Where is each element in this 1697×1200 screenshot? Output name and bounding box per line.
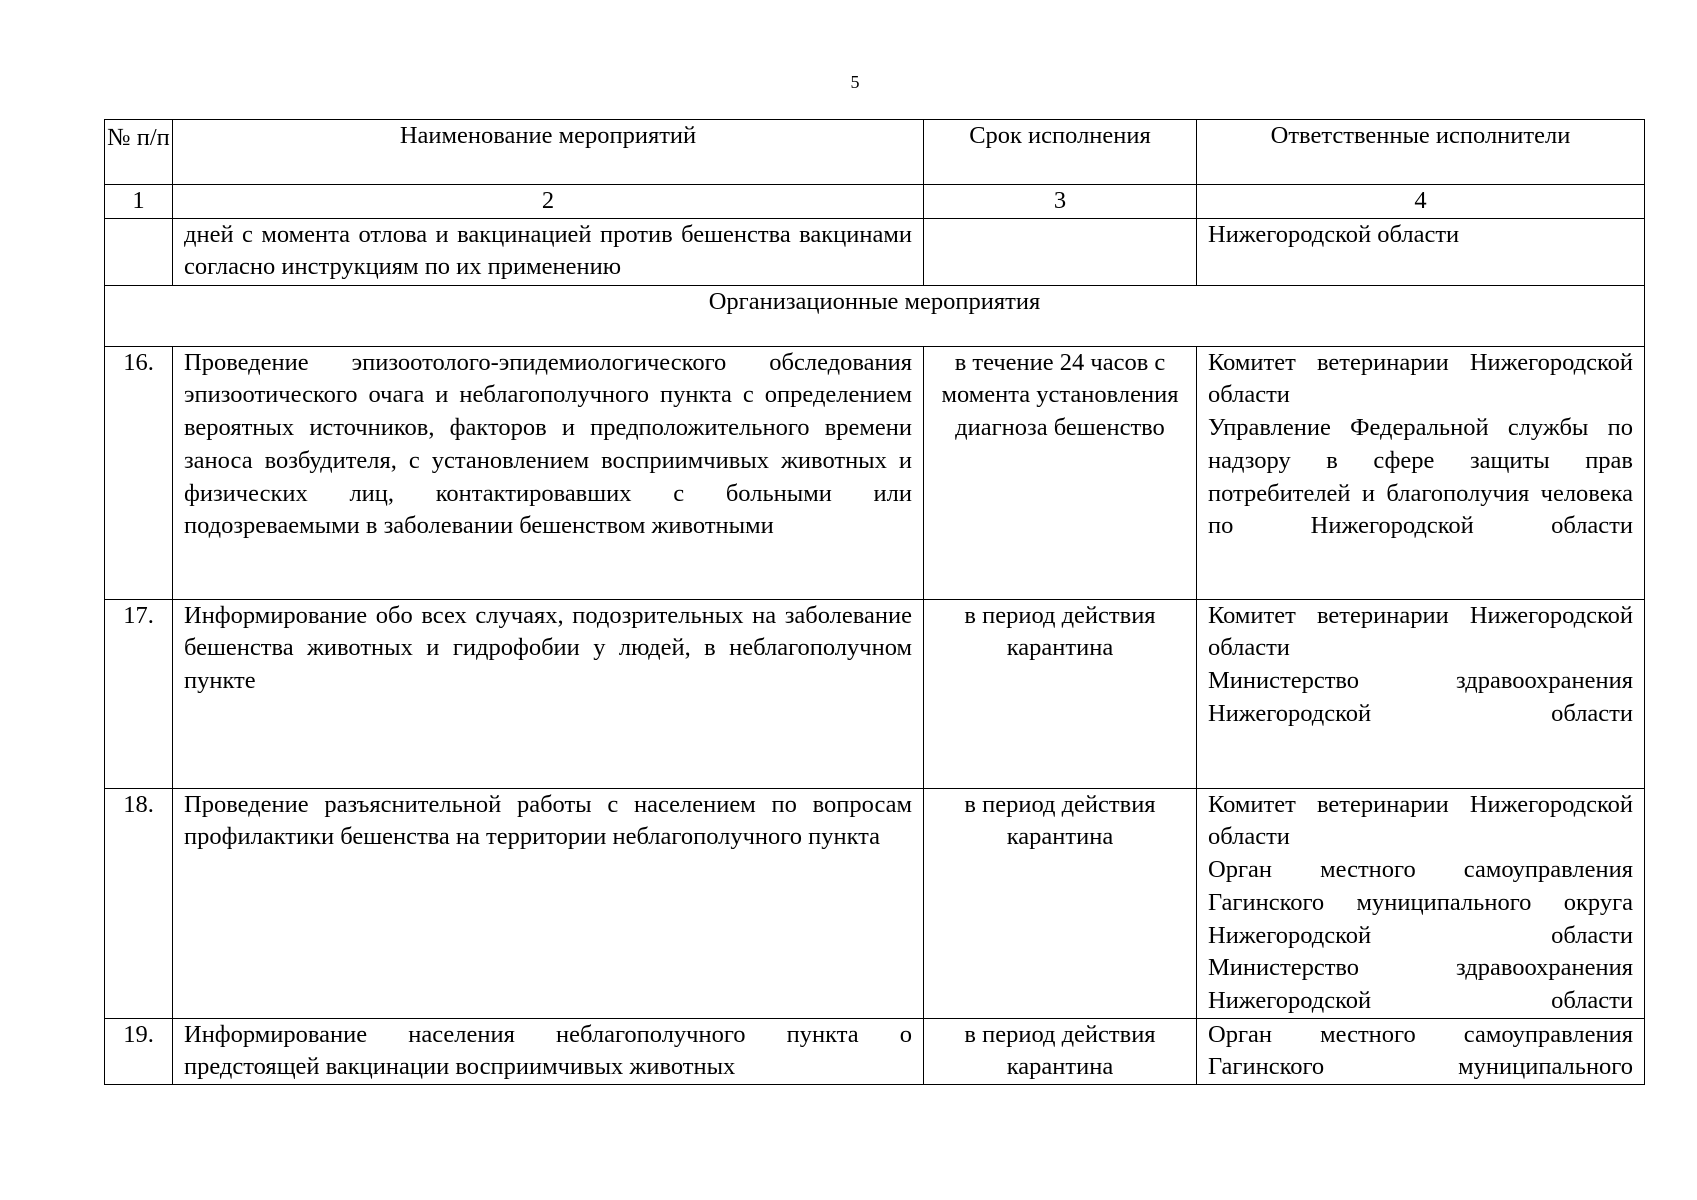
table-row (105, 599, 1645, 788)
row-number: 16. (105, 346, 173, 599)
responsible-entry: Министерство здравоохранения Нижегородской области (1208, 954, 1633, 1014)
responsible-entry: Орган местного самоуправления Гагинского муниципального (1208, 1020, 1633, 1081)
table-row (105, 1018, 1645, 1084)
header-responsible: Ответственные исполнители (1197, 120, 1645, 185)
measure-term: в период действия карантина (924, 788, 1197, 1018)
table-row-continuation (105, 218, 1645, 285)
measure-name: дней с момента отлова и вакцинацией против бешенства вакцинами согласно инструкциям по их применению (173, 218, 924, 285)
measure-responsible (1197, 788, 1645, 1018)
row-number: 17. (105, 599, 173, 788)
section-title: Организационные мероприятия (105, 285, 1645, 346)
measures-table (104, 119, 1645, 1085)
measure-name: Проведение разъяснительной работы с населением по вопросам профилактики бешенства на территории неблагополучного пункта (173, 788, 924, 1018)
responsible-entry: Комитет ветеринарии Нижегородской области (1208, 790, 1633, 851)
row-number: 18. (105, 788, 173, 1018)
measure-responsible: Нижегородской области (1197, 218, 1645, 285)
responsible-entry: Орган местного самоуправления Гагинского муниципального округа Нижегородской области (1208, 856, 1633, 949)
column-index: 2 (173, 185, 924, 219)
measure-responsible (1197, 346, 1645, 599)
column-index: 1 (105, 185, 173, 219)
column-index: 4 (1197, 185, 1645, 219)
measure-name: Информирование обо всех случаях, подозрительных на заболевание бешенства животных и гидрофобии у людей, в неблагополучном пункте (173, 599, 924, 788)
responsible-entry: Министерство здравоохранения Нижегородской области (1208, 667, 1633, 727)
responsible-entry: Комитет ветеринарии Нижегородской области (1208, 601, 1633, 662)
measure-term: в период действия карантина (924, 1018, 1197, 1084)
header-term: Срок исполнения (924, 120, 1197, 185)
column-index-row (105, 185, 1645, 219)
measure-responsible (1197, 599, 1645, 788)
measure-term (924, 218, 1197, 285)
measure-term: в течение 24 часов с момента установления диагноза бешенство (924, 346, 1197, 599)
measure-term: в период действия карантина (924, 599, 1197, 788)
measure-name: Проведение эпизоотолого-эпидемиологического обследования эпизоотического очага и неблагополучного пункта с определением вероятных источников, факторов и предположительного времени заноса возбудителя, с установлением восприимчивых животных и физических лиц, контактировавших с больными или подозреваемыми в заболевании бешенством животными (173, 346, 924, 599)
measure-name: Информирование населения неблагополучного пункта о предстоящей вакцинации восприимчивых животных (173, 1018, 924, 1084)
table-row (105, 788, 1645, 1018)
row-number (105, 218, 173, 285)
table-header-row (105, 120, 1645, 185)
measure-responsible (1197, 1018, 1645, 1084)
row-number: 19. (105, 1018, 173, 1084)
responsible-entry: Комитет ветеринарии Нижегородской области (1208, 348, 1633, 409)
header-name: Наименование мероприятий (173, 120, 924, 185)
header-number: № п/п (105, 120, 173, 185)
responsible-entry: Управление Федеральной службы по надзору в сфере защиты прав потребителей и благополучия человека по Нижегородской области (1208, 414, 1633, 540)
page-number: 5 (850, 72, 860, 92)
table-row (105, 346, 1645, 599)
column-index: 3 (924, 185, 1197, 219)
section-header-row (105, 285, 1645, 346)
